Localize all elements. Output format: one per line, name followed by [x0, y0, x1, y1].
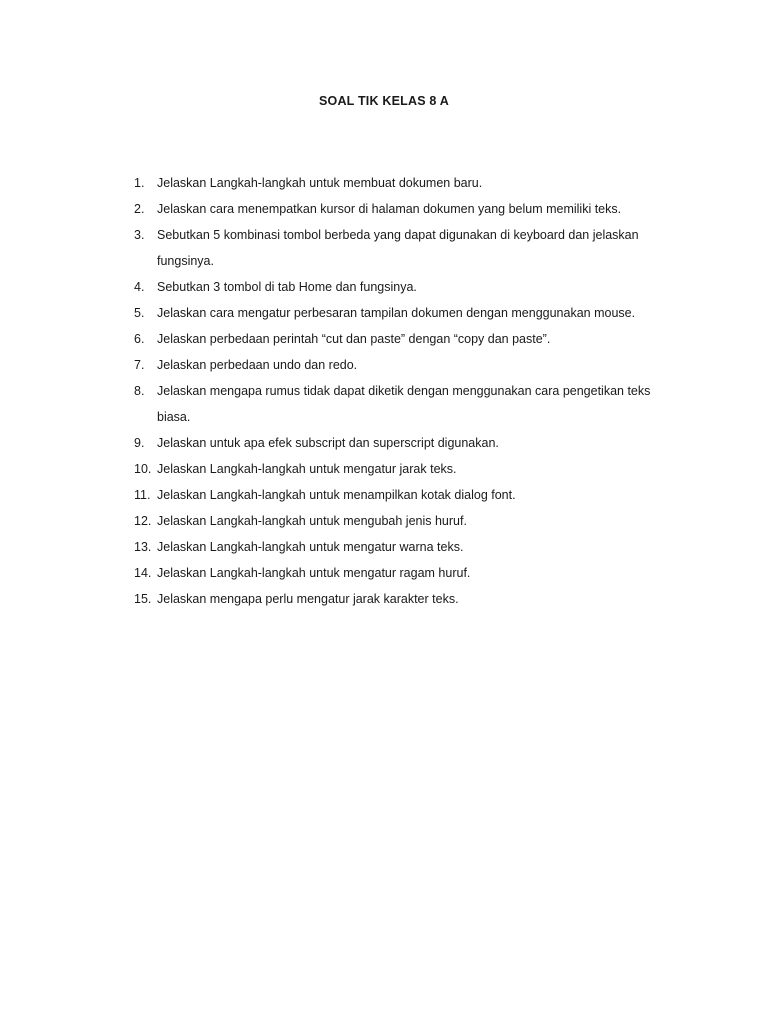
- question-text: Jelaskan mengapa perlu mengatur jarak karakter teks.: [157, 592, 459, 606]
- question-number: 6.: [134, 332, 145, 346]
- question-number: 14.: [134, 566, 152, 580]
- question-text: Jelaskan Langkah-langkah untuk mengatur warna teks.: [157, 540, 464, 554]
- question-number: 8.: [134, 384, 145, 398]
- question-text: Jelaskan cara mengatur perbesaran tampilan dokumen dengan menggunakan mouse.: [157, 306, 636, 320]
- question-number: 2.: [134, 202, 145, 216]
- question-text: Jelaskan perbedaan perintah “cut dan paste” dengan “copy dan paste”.: [157, 332, 551, 346]
- question-item: [134, 196, 674, 222]
- question-item: [134, 508, 674, 534]
- question-item: [134, 560, 674, 586]
- question-item: [134, 378, 674, 430]
- question-item: [134, 586, 674, 612]
- question-text: Jelaskan perbedaan undo dan redo.: [157, 358, 358, 372]
- question-number: 4.: [134, 280, 145, 294]
- question-text: Jelaskan mengapa rumus tidak dapat diketik dengan menggunakan cara pengetikan teks biasa.: [157, 384, 651, 424]
- question-number: 3.: [134, 228, 145, 242]
- question-item: [134, 326, 674, 352]
- question-item: [134, 300, 674, 326]
- question-text: Jelaskan Langkah-langkah untuk menampilkan kotak dialog font.: [157, 488, 516, 502]
- question-item: [134, 352, 674, 378]
- question-number: 7.: [134, 358, 145, 372]
- question-item: [134, 222, 674, 274]
- question-number: 11.: [134, 488, 151, 502]
- question-item: [134, 170, 674, 196]
- question-text: Sebutkan 5 kombinasi tombol berbeda yang dapat digunakan di keyboard dan jelaskan fungsinya.: [157, 228, 639, 268]
- question-text: Jelaskan untuk apa efek subscript dan superscript digunakan.: [157, 436, 499, 450]
- question-number: 15.: [134, 592, 152, 606]
- question-item: [134, 456, 674, 482]
- question-text: Sebutkan 3 tombol di tab Home dan fungsinya.: [157, 280, 417, 294]
- question-number: 5.: [134, 306, 145, 320]
- question-number: 1.: [134, 176, 145, 190]
- document-title: SOAL TIK KELAS 8 A: [318, 94, 449, 108]
- question-item: [134, 482, 674, 508]
- question-text: Jelaskan Langkah-langkah untuk mengatur ragam huruf.: [157, 566, 471, 580]
- question-item: [134, 274, 674, 300]
- question-item: [134, 534, 674, 560]
- question-list: [134, 170, 674, 612]
- question-number: 13.: [134, 540, 152, 554]
- question-item: [134, 430, 674, 456]
- question-number: 10.: [134, 462, 152, 476]
- question-text: Jelaskan Langkah-langkah untuk mengatur jarak teks.: [157, 462, 457, 476]
- question-text: Jelaskan Langkah-langkah untuk mengubah jenis huruf.: [157, 514, 467, 528]
- question-number: 9.: [134, 436, 145, 450]
- question-number: 12.: [134, 514, 152, 528]
- question-text: Jelaskan cara menempatkan kursor di halaman dokumen yang belum memiliki teks.: [157, 202, 622, 216]
- question-text: Jelaskan Langkah-langkah untuk membuat dokumen baru.: [157, 176, 483, 190]
